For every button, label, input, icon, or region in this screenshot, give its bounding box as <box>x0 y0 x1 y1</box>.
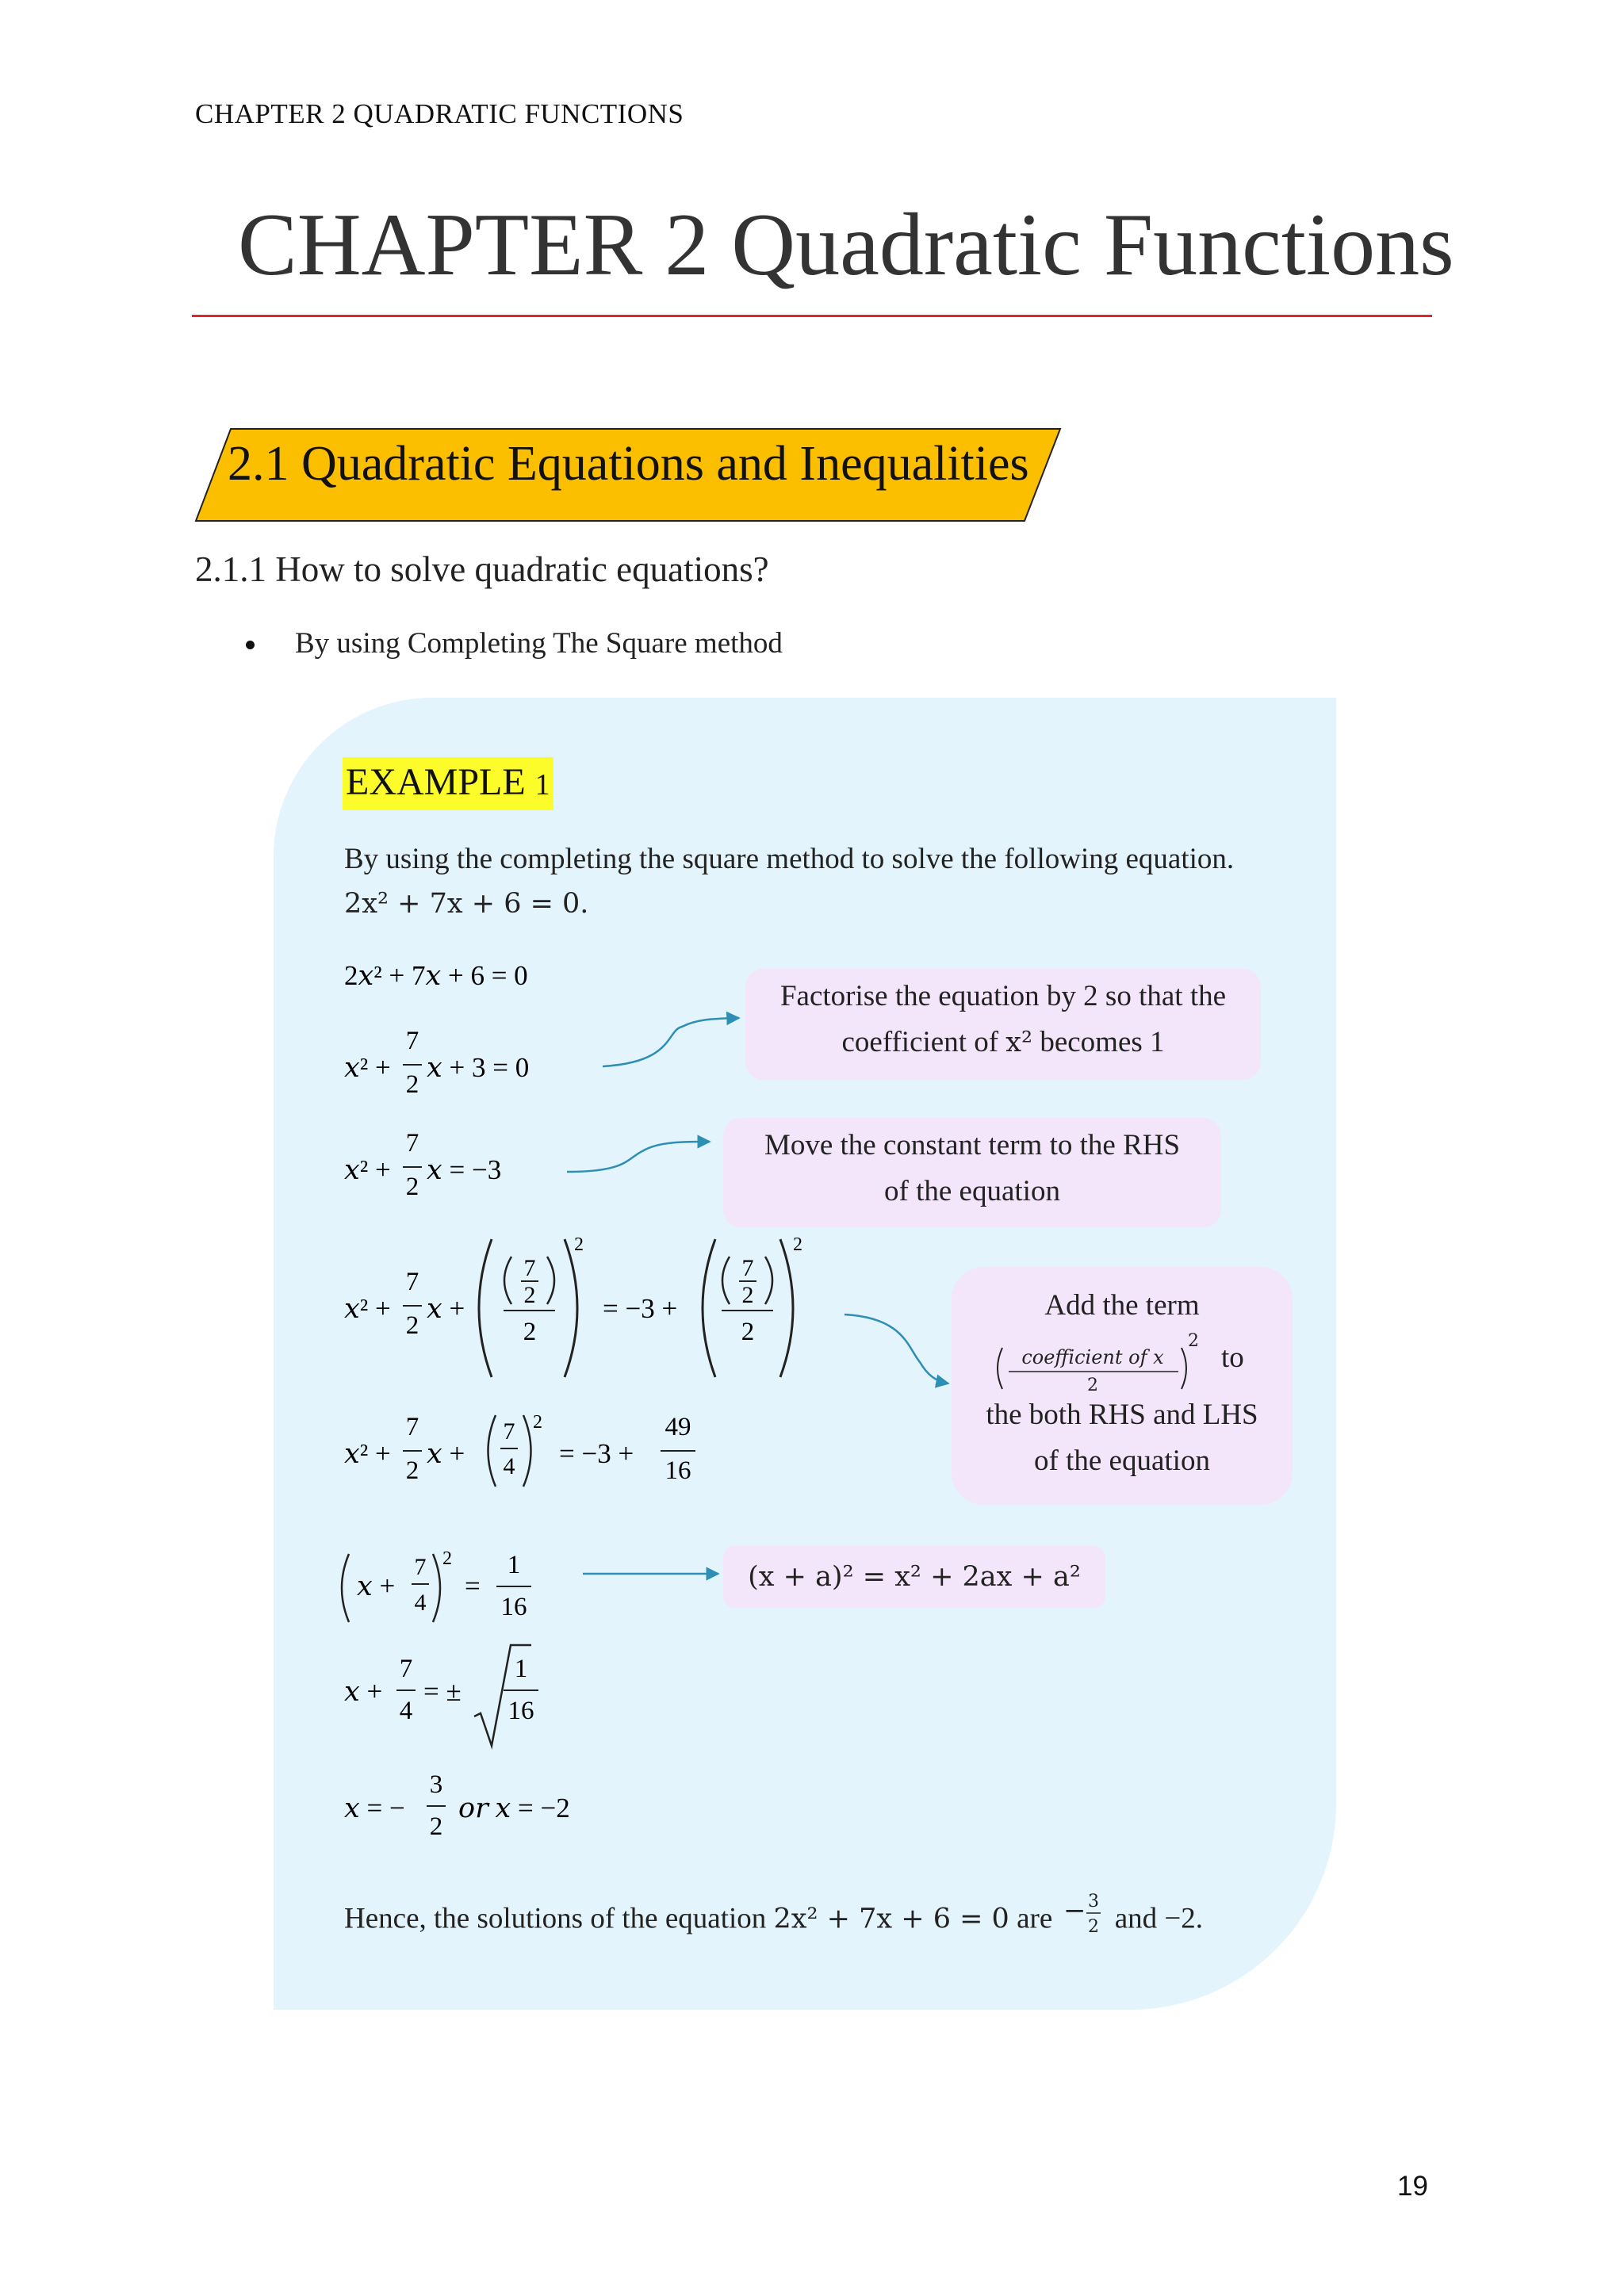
svg-text:−: − <box>1063 1895 1086 1927</box>
svg-text:2: 2 <box>429 1812 443 1841</box>
svg-text:2: 2 <box>741 1282 754 1308</box>
chapter-title: CHAPTER 2 Quadratic Functions <box>238 196 1454 294</box>
svg-text:2: 2 <box>405 1311 419 1340</box>
svg-text:=: = <box>465 1571 481 1601</box>
svg-text:= −3 +: = −3 + <box>603 1293 678 1324</box>
note-add-line1: Add the term <box>1044 1289 1200 1322</box>
note-factorise-line1: Factorise the equation by 2 so that the <box>779 980 1227 1012</box>
bullet-text: By using Completing The Square method <box>295 627 783 660</box>
svg-text:2: 2 <box>741 1318 755 1346</box>
svg-text:𝑥 + 3 = 0: 𝑥 + 3 = 0 <box>427 1052 530 1083</box>
arrow-to-move <box>567 1142 710 1172</box>
svg-text:𝑥² +: 𝑥² + <box>344 1293 391 1324</box>
svg-text:𝑥 +: 𝑥 + <box>427 1438 465 1469</box>
example-label-word: EXAMPLE <box>346 761 526 803</box>
svg-text:𝑥² +: 𝑥² + <box>344 1438 391 1469</box>
svg-text:2: 2 <box>523 1318 537 1346</box>
svg-text:1: 1 <box>507 1551 521 1579</box>
svg-text:49: 49 <box>665 1413 691 1441</box>
svg-text:7: 7 <box>405 1413 419 1441</box>
running-head: CHAPTER 2 QUADRATIC FUNCTIONS <box>195 98 684 129</box>
svg-text:7: 7 <box>503 1418 515 1445</box>
svg-text:𝑥 = −3: 𝑥 = −3 <box>427 1154 502 1185</box>
section-title: 2.1 Quadratic Equations and Inequalities <box>228 437 1029 491</box>
note-identity: (x + a)² = x² + 2ax + a² <box>723 1546 1105 1608</box>
conclusion-are: are <box>1017 1902 1053 1935</box>
svg-text:𝑥² +: 𝑥² + <box>344 1052 391 1083</box>
step-1: 2𝑥² + 7𝑥 + 6 = 0 <box>344 960 528 991</box>
note-add-to: to <box>1221 1341 1244 1374</box>
conclusion-fraction <box>1060 1885 1108 1948</box>
note-add-line4: of the equation <box>1034 1445 1210 1477</box>
conclusion <box>344 1889 1203 1945</box>
svg-text:2: 2 <box>405 1070 419 1099</box>
svg-text:𝑥² +: 𝑥² + <box>344 1154 391 1185</box>
svg-text:𝑥 +: 𝑥 + <box>344 1676 383 1707</box>
conclusion-prefix: Hence, the solutions of the equation <box>344 1902 767 1935</box>
svg-text:1: 1 <box>514 1655 528 1683</box>
svg-text:2: 2 <box>1188 1331 1199 1351</box>
example-label-number: 1 <box>534 768 550 802</box>
conclusion-and: and −2. <box>1114 1902 1204 1935</box>
svg-text:4: 4 <box>399 1697 413 1725</box>
svg-text:4: 4 <box>414 1590 427 1616</box>
svg-text:2: 2 <box>1087 1376 1098 1395</box>
subsection-title: 2.1.1 How to solve quadratic equations? <box>195 549 769 589</box>
page-number: 19 <box>1397 2171 1428 2202</box>
svg-text:16: 16 <box>665 1456 691 1485</box>
svg-text:3: 3 <box>429 1770 443 1799</box>
svg-text:coefficient of x: coefficient of x <box>1021 1346 1164 1368</box>
note-factorise-line2: coefficient of x² becomes 1 <box>841 1026 1165 1058</box>
svg-text:2: 2 <box>523 1282 536 1308</box>
svg-text:𝑜𝑟 𝑥 = −2: 𝑜𝑟 𝑥 = −2 <box>458 1793 570 1823</box>
conclusion-equation: 2x² + 7x + 6 = 0 <box>773 1903 1009 1935</box>
svg-text:3: 3 <box>1087 1892 1099 1911</box>
svg-text:16: 16 <box>500 1593 527 1621</box>
svg-text:4: 4 <box>503 1453 515 1479</box>
svg-text:7: 7 <box>405 1268 419 1296</box>
svg-text:𝑥 = −: 𝑥 = − <box>344 1793 405 1823</box>
example-instruction: By using the completing the square method to solve the following equation. <box>344 843 1235 875</box>
svg-text:7: 7 <box>523 1255 536 1281</box>
svg-text:𝑥 +: 𝑥 + <box>427 1293 465 1324</box>
svg-text:2: 2 <box>442 1548 452 1569</box>
svg-text:7: 7 <box>405 1129 419 1158</box>
svg-text:7: 7 <box>414 1554 427 1580</box>
svg-text:= −3 +: = −3 + <box>559 1438 634 1469</box>
svg-text:7: 7 <box>741 1255 754 1281</box>
svg-text:2: 2 <box>533 1412 542 1433</box>
svg-text:= ±: = ± <box>423 1676 462 1707</box>
note-add-line3: the both RHS and LHS <box>986 1399 1258 1431</box>
svg-text:7: 7 <box>399 1655 413 1683</box>
note-move-line2: of the equation <box>884 1175 1060 1207</box>
note-move-line1: Move the constant term to the RHS <box>764 1129 1181 1161</box>
arrow-to-add-term <box>845 1314 948 1383</box>
example-equation: 2x² + 7x + 6 = 0. <box>344 888 589 920</box>
svg-text:7: 7 <box>405 1027 419 1055</box>
svg-text:2: 2 <box>405 1173 419 1201</box>
svg-text:2: 2 <box>793 1234 802 1255</box>
svg-text:2: 2 <box>405 1456 419 1485</box>
svg-text:2: 2 <box>574 1234 584 1255</box>
svg-text:2: 2 <box>1087 1917 1099 1937</box>
svg-text:𝑥 +: 𝑥 + <box>357 1571 396 1601</box>
arrow-to-factorise <box>603 1018 739 1066</box>
svg-text:16: 16 <box>508 1697 534 1725</box>
